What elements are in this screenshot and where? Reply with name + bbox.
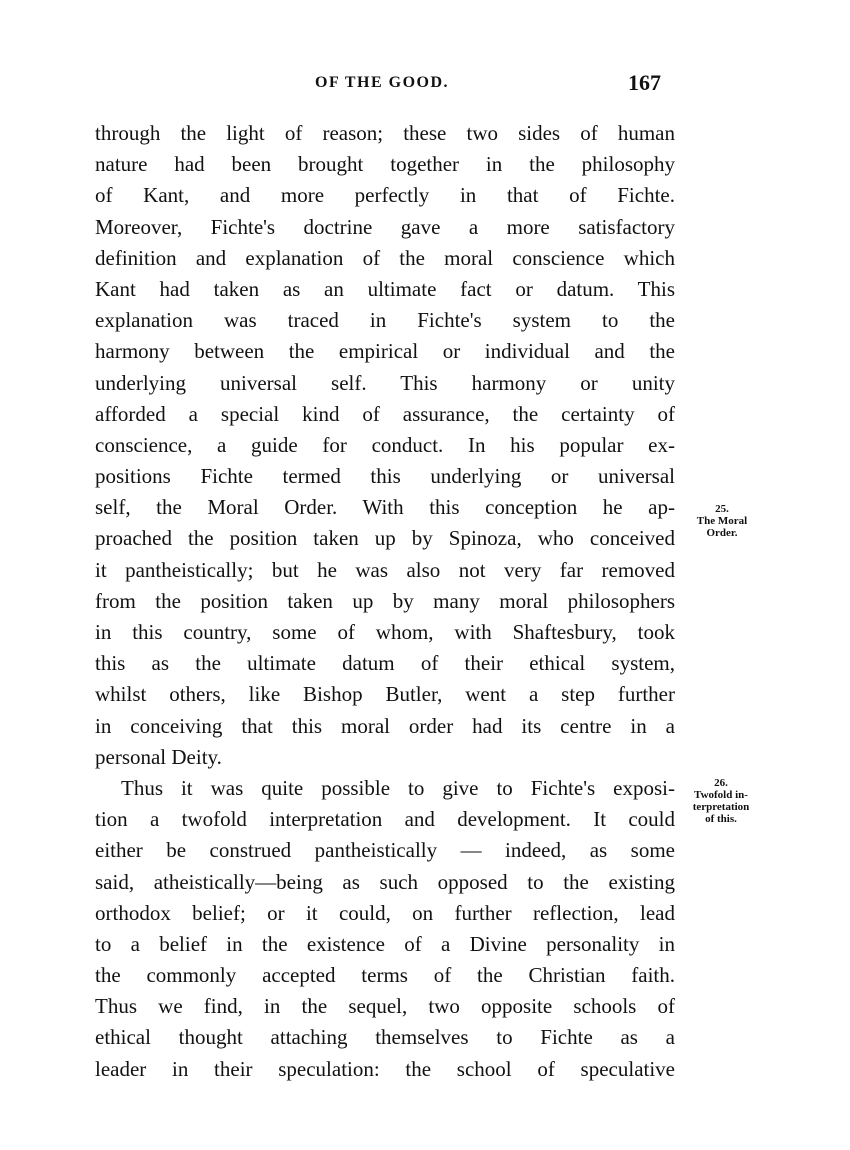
text-line: either be construed pantheistically — indeed, as some (95, 838, 675, 863)
text-line: through the light of reason; these two sides of human (95, 121, 675, 145)
text-line: tion a twofold interpretation and development. It could (95, 807, 675, 832)
text-line: underlying universal self. This harmony or unity (95, 370, 675, 395)
text-line: whilst others, like Bishop Butler, went a step further (95, 682, 675, 707)
text-line: self, the Moral Order. With this conception he ap- (95, 495, 675, 520)
text-line: it pantheistically; but he was also not very far removed (95, 557, 675, 582)
sidenote-text: The Moral (696, 515, 748, 527)
text-line: explanation was traced in Fichte's system to the (95, 308, 675, 333)
text-line: from the position taken up by many moral philosophers (95, 588, 675, 613)
text-line: definition and explanation of the moral conscience which (95, 245, 675, 270)
text-line: afforded a special kind of assurance, the certainty of (95, 401, 675, 426)
running-title: OF THE GOOD. (315, 74, 450, 91)
text-line: this as the ultimate datum of their ethical system, (95, 651, 675, 676)
text-line: positions Fichte termed this underlying or universal (95, 464, 675, 489)
text-line: proached the position taken up by Spinoza, who conceived (95, 526, 675, 551)
text-line: in this country, some of whom, with Shaftesbury, took (95, 620, 675, 644)
text-line: Thus we find, in the sequel, two opposite schools of (95, 994, 675, 1019)
sidenote-moral-order (682, 503, 762, 539)
sidenote-text: terpretation (692, 801, 750, 813)
text-line: of Kant, and more perfectly in that of Fichte. (95, 183, 675, 208)
sidenote-twofold-interpretation (678, 777, 764, 825)
text-line: Thus it was quite possible to give to Fichte's exposi- (121, 775, 675, 800)
text-line: nature had been brought together in the philosophy (95, 152, 675, 177)
sidenote-text: Order. (706, 527, 738, 539)
sidenote-text: Twofold in- (694, 789, 748, 801)
body-text (95, 118, 675, 1085)
text-line: harmony between the empirical or individual and the (95, 339, 675, 364)
page-number: 167 (628, 70, 661, 95)
text-line: ethical thought attaching themselves to Fichte as a (95, 1025, 675, 1050)
text-line: Moreover, Fichte's doctrine gave a more satisfactory (95, 214, 675, 239)
sidenote-number: 26. (714, 777, 728, 789)
text-line: in conceiving that this moral order had its centre in a (95, 713, 675, 738)
text-line: orthodox belief; or it could, on further reflection, lead (95, 900, 675, 925)
text-line: conscience, a guide for conduct. In his popular ex- (95, 432, 675, 457)
sidenote-number: 25. (715, 503, 729, 515)
text-line: leader in their speculation: the school of speculative (95, 1056, 675, 1081)
text-line: said, atheistically—being as such opposed to the existing (95, 869, 675, 894)
sidenote-text: of this. (705, 813, 737, 825)
text-line: Kant had taken as an ultimate fact or datum. This (95, 276, 675, 301)
text-line: the commonly accepted terms of the Christian faith. (95, 963, 675, 988)
text-line: personal Deity. (95, 744, 222, 769)
text-line: to a belief in the existence of a Divine personality in (95, 931, 675, 956)
